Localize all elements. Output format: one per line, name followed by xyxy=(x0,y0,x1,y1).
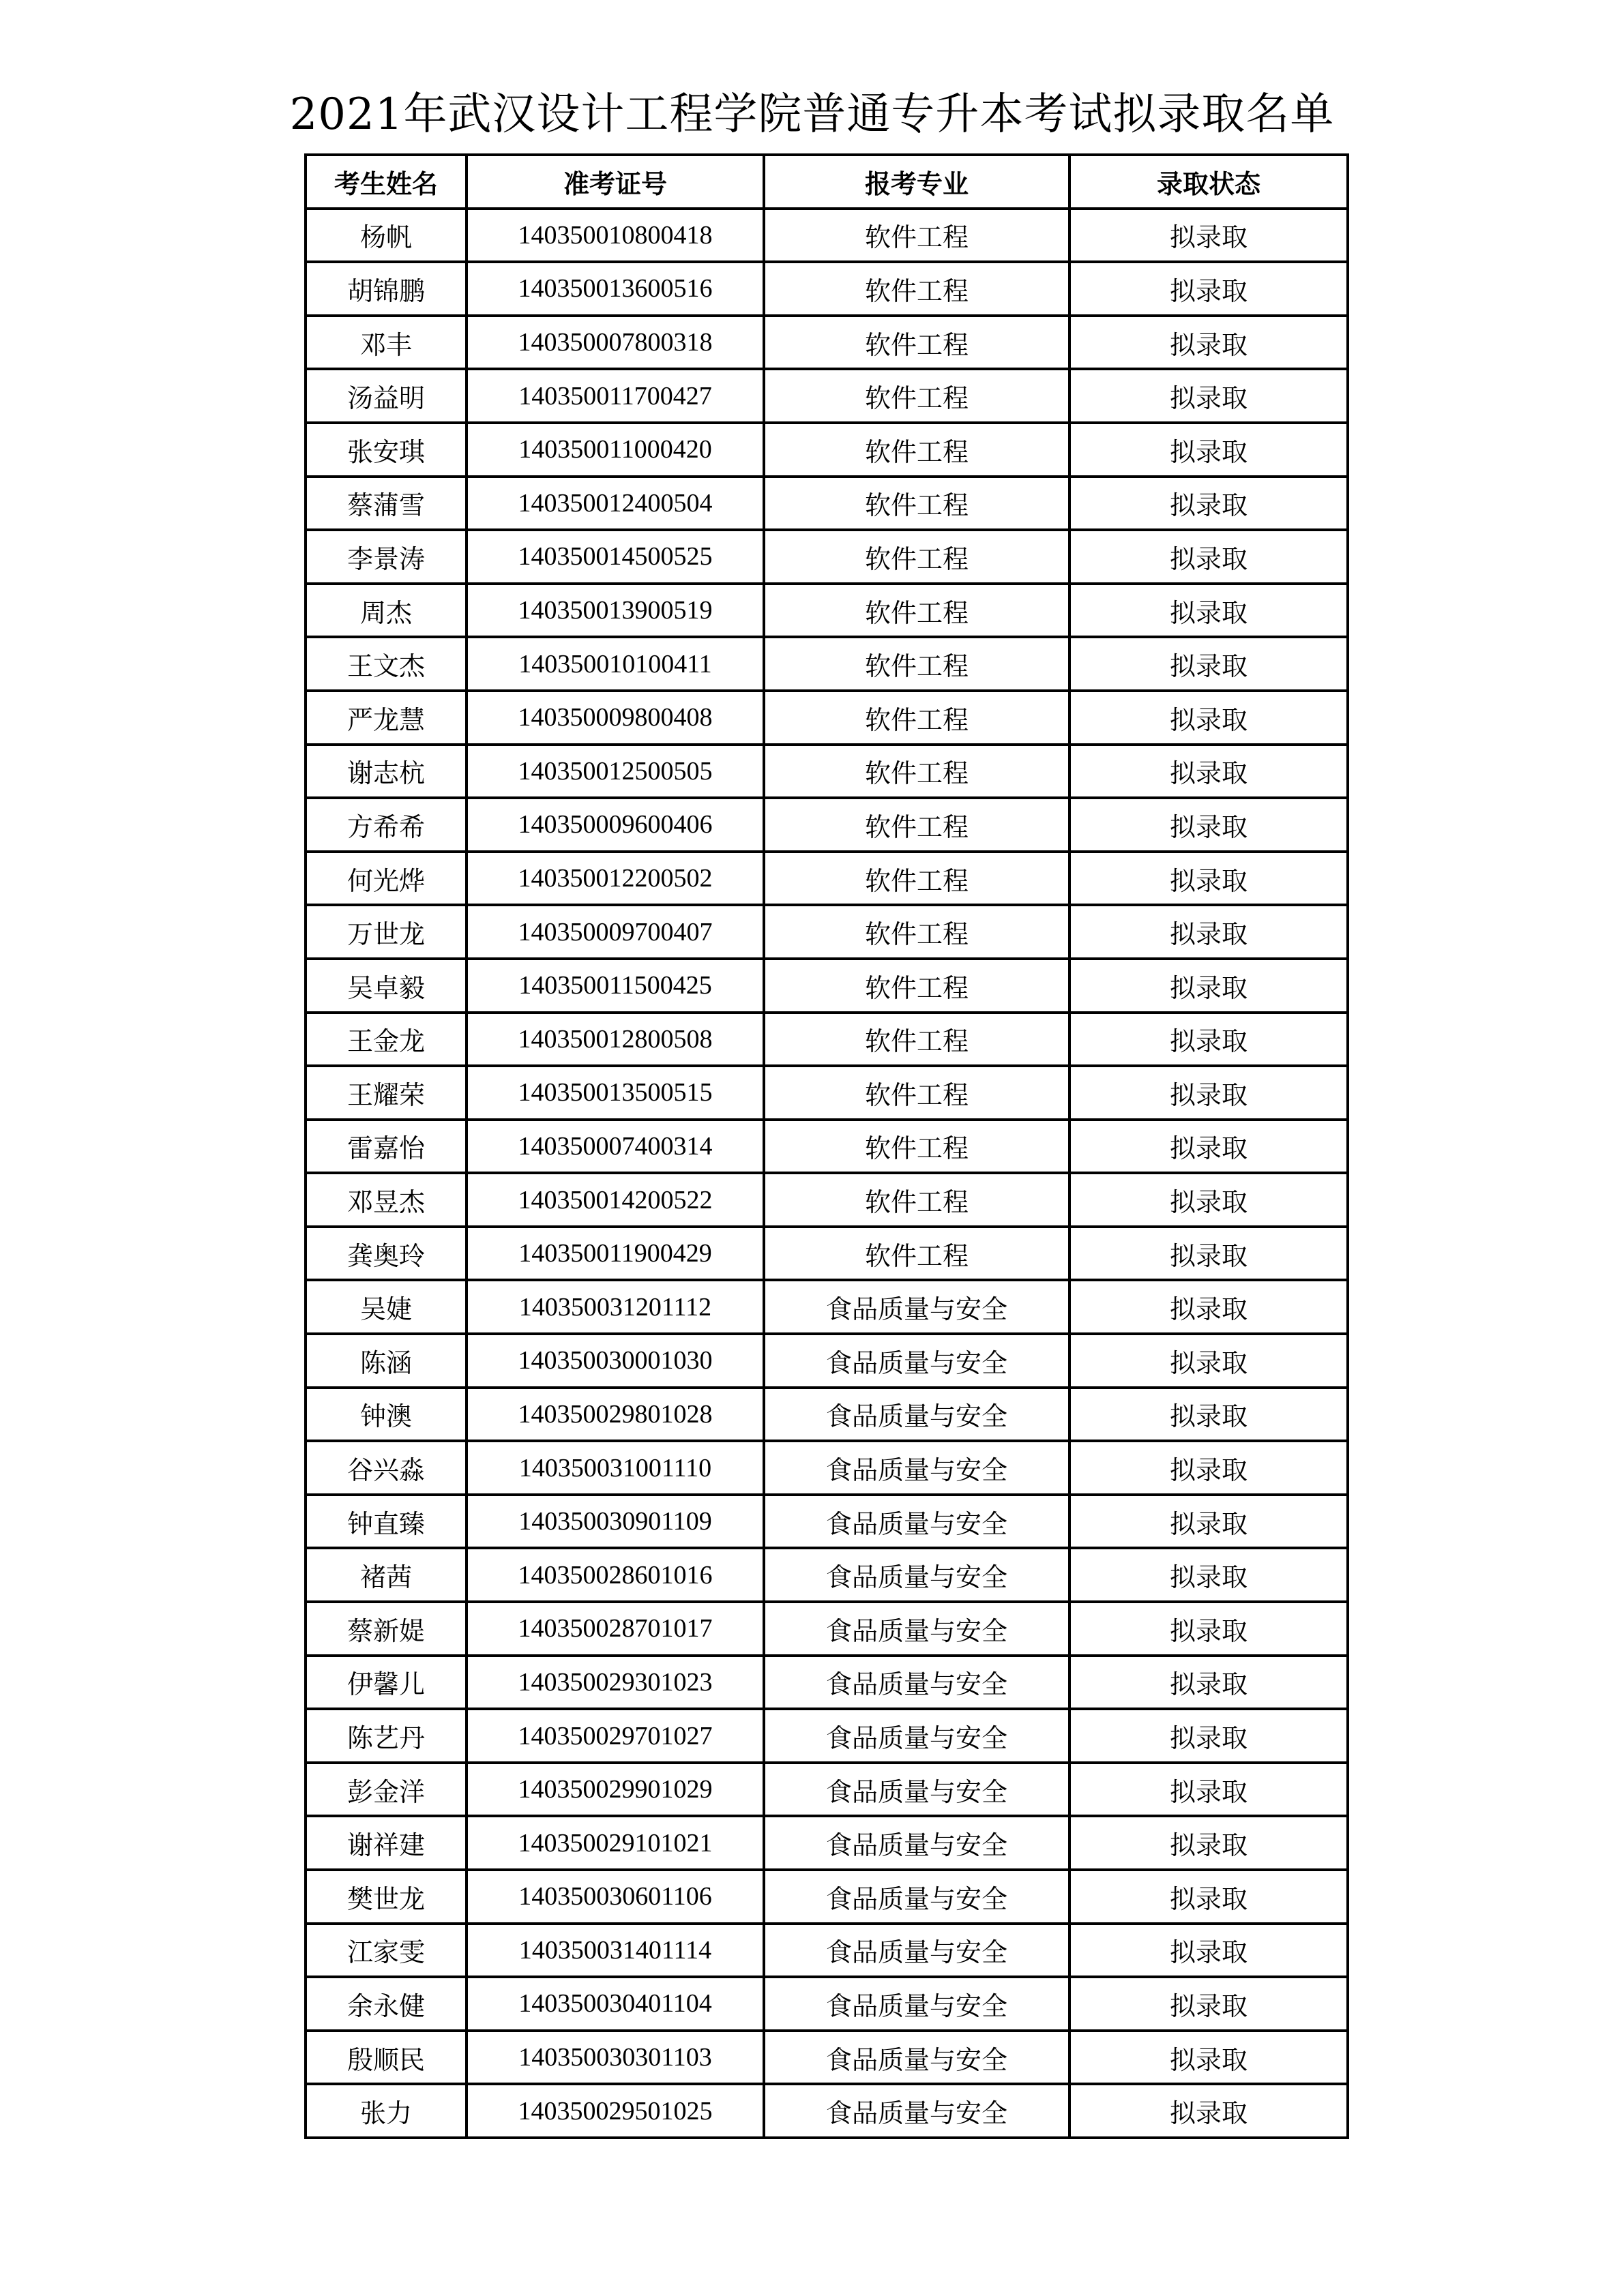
cell-status: 拟录取 xyxy=(1069,1013,1348,1067)
cell-status: 拟录取 xyxy=(1069,209,1348,263)
column-header-name: 考生姓名 xyxy=(306,155,467,209)
cell-major: 软件工程 xyxy=(764,798,1069,852)
cell-name: 王耀荣 xyxy=(306,1066,467,1120)
cell-exam-id: 140350029301023 xyxy=(467,1656,764,1710)
cell-exam-id: 140350009700407 xyxy=(467,905,764,959)
admission-table xyxy=(304,153,1349,2139)
cell-name: 李景涛 xyxy=(306,530,467,584)
cell-name: 龚奥玲 xyxy=(306,1227,467,1281)
cell-major: 软件工程 xyxy=(764,1066,1069,1120)
cell-major: 食品质量与安全 xyxy=(764,1656,1069,1710)
cell-name: 何光烨 xyxy=(306,852,467,906)
cell-exam-id: 140350014200522 xyxy=(467,1173,764,1227)
cell-major: 软件工程 xyxy=(764,369,1069,423)
cell-exam-id: 140350012400504 xyxy=(467,477,764,531)
cell-exam-id: 140350031001110 xyxy=(467,1441,764,1495)
cell-major: 食品质量与安全 xyxy=(764,1763,1069,1817)
table-row xyxy=(306,745,1348,799)
table-row xyxy=(306,1602,1348,1656)
cell-name: 方希希 xyxy=(306,798,467,852)
table-row xyxy=(306,1280,1348,1334)
table-row xyxy=(306,1441,1348,1495)
cell-major: 食品质量与安全 xyxy=(764,1870,1069,1924)
cell-exam-id: 140350012500505 xyxy=(467,745,764,799)
cell-name: 殷顺民 xyxy=(306,2031,467,2085)
cell-name: 张力 xyxy=(306,2084,467,2138)
table-row xyxy=(306,530,1348,584)
cell-status: 拟录取 xyxy=(1069,745,1348,799)
cell-status: 拟录取 xyxy=(1069,477,1348,531)
cell-status: 拟录取 xyxy=(1069,691,1348,745)
cell-status: 拟录取 xyxy=(1069,1066,1348,1120)
table-row xyxy=(306,1816,1348,1870)
table-row xyxy=(306,1977,1348,2031)
table-row xyxy=(306,1763,1348,1817)
cell-exam-id: 140350009800408 xyxy=(467,691,764,745)
table-header xyxy=(306,155,1348,209)
cell-exam-id: 140350030601106 xyxy=(467,1870,764,1924)
table-row xyxy=(306,584,1348,638)
table-row xyxy=(306,2084,1348,2138)
cell-exam-id: 140350028601016 xyxy=(467,1548,764,1602)
table-row xyxy=(306,1334,1348,1388)
cell-name: 胡锦鹏 xyxy=(306,262,467,316)
cell-major: 软件工程 xyxy=(764,852,1069,906)
table-row xyxy=(306,1013,1348,1067)
cell-name: 严龙慧 xyxy=(306,691,467,745)
cell-major: 食品质量与安全 xyxy=(764,1709,1069,1763)
cell-name: 王文杰 xyxy=(306,637,467,691)
cell-major: 软件工程 xyxy=(764,262,1069,316)
cell-exam-id: 140350011500425 xyxy=(467,959,764,1013)
cell-major: 软件工程 xyxy=(764,1013,1069,1067)
cell-status: 拟录取 xyxy=(1069,1280,1348,1334)
cell-major: 软件工程 xyxy=(764,477,1069,531)
table-row xyxy=(306,209,1348,263)
cell-status: 拟录取 xyxy=(1069,1977,1348,2031)
cell-major: 食品质量与安全 xyxy=(764,1977,1069,2031)
cell-major: 食品质量与安全 xyxy=(764,1280,1069,1334)
cell-status: 拟录取 xyxy=(1069,584,1348,638)
table-row xyxy=(306,1548,1348,1602)
cell-name: 余永健 xyxy=(306,1977,467,2031)
table-row xyxy=(306,2031,1348,2085)
cell-status: 拟录取 xyxy=(1069,530,1348,584)
cell-status: 拟录取 xyxy=(1069,1656,1348,1710)
table-row xyxy=(306,691,1348,745)
table-row xyxy=(306,262,1348,316)
cell-major: 软件工程 xyxy=(764,423,1069,477)
cell-exam-id: 140350012200502 xyxy=(467,852,764,906)
cell-name: 樊世龙 xyxy=(306,1870,467,1924)
cell-status: 拟录取 xyxy=(1069,423,1348,477)
cell-exam-id: 140350029901029 xyxy=(467,1763,764,1817)
cell-name: 钟澳 xyxy=(306,1388,467,1442)
cell-status: 拟录取 xyxy=(1069,1602,1348,1656)
cell-major: 软件工程 xyxy=(764,1120,1069,1174)
cell-status: 拟录取 xyxy=(1069,316,1348,370)
cell-exam-id: 140350013500515 xyxy=(467,1066,764,1120)
table-row xyxy=(306,798,1348,852)
cell-exam-id: 140350014500525 xyxy=(467,530,764,584)
cell-exam-id: 140350031201112 xyxy=(467,1280,764,1334)
cell-major: 食品质量与安全 xyxy=(764,1441,1069,1495)
cell-name: 陈涵 xyxy=(306,1334,467,1388)
cell-name: 王金龙 xyxy=(306,1013,467,1067)
cell-status: 拟录取 xyxy=(1069,1120,1348,1174)
cell-exam-id: 140350007800318 xyxy=(467,316,764,370)
cell-major: 食品质量与安全 xyxy=(764,2031,1069,2085)
cell-name: 汤益明 xyxy=(306,369,467,423)
cell-exam-id: 140350009600406 xyxy=(467,798,764,852)
cell-name: 蔡蒲雪 xyxy=(306,477,467,531)
cell-status: 拟录取 xyxy=(1069,905,1348,959)
table-row xyxy=(306,1656,1348,1710)
cell-name: 吴卓毅 xyxy=(306,959,467,1013)
cell-status: 拟录取 xyxy=(1069,1816,1348,1870)
cell-name: 钟直臻 xyxy=(306,1495,467,1549)
cell-exam-id: 140350007400314 xyxy=(467,1120,764,1174)
cell-exam-id: 140350030001030 xyxy=(467,1334,764,1388)
cell-name: 万世龙 xyxy=(306,905,467,959)
cell-name: 谷兴淼 xyxy=(306,1441,467,1495)
cell-major: 软件工程 xyxy=(764,637,1069,691)
table-row xyxy=(306,1066,1348,1120)
cell-status: 拟录取 xyxy=(1069,959,1348,1013)
cell-status: 拟录取 xyxy=(1069,1173,1348,1227)
cell-exam-id: 140350011700427 xyxy=(467,369,764,423)
cell-exam-id: 140350031401114 xyxy=(467,1924,764,1978)
cell-status: 拟录取 xyxy=(1069,1548,1348,1602)
cell-major: 食品质量与安全 xyxy=(764,1602,1069,1656)
table-row xyxy=(306,1227,1348,1281)
cell-exam-id: 140350010100411 xyxy=(467,637,764,691)
table-row xyxy=(306,316,1348,370)
cell-exam-id: 140350029501025 xyxy=(467,2084,764,2138)
cell-exam-id: 140350011900429 xyxy=(467,1227,764,1281)
header-row xyxy=(306,155,1348,209)
cell-major: 软件工程 xyxy=(764,1227,1069,1281)
cell-status: 拟录取 xyxy=(1069,852,1348,906)
cell-major: 软件工程 xyxy=(764,905,1069,959)
table-row xyxy=(306,637,1348,691)
cell-status: 拟录取 xyxy=(1069,637,1348,691)
cell-major: 软件工程 xyxy=(764,316,1069,370)
cell-major: 食品质量与安全 xyxy=(764,1388,1069,1442)
cell-name: 邓丰 xyxy=(306,316,467,370)
table-row xyxy=(306,477,1348,531)
cell-exam-id: 140350013900519 xyxy=(467,584,764,638)
cell-status: 拟录取 xyxy=(1069,1495,1348,1549)
page-title: 2021年武汉设计工程学院普通专升本考试拟录取名单 xyxy=(289,89,1335,140)
cell-exam-id: 140350011000420 xyxy=(467,423,764,477)
table-row xyxy=(306,369,1348,423)
table-row xyxy=(306,905,1348,959)
cell-exam-id: 140350028701017 xyxy=(467,1602,764,1656)
cell-major: 软件工程 xyxy=(764,530,1069,584)
cell-major: 软件工程 xyxy=(764,1173,1069,1227)
cell-exam-id: 140350029101021 xyxy=(467,1816,764,1870)
cell-name: 彭金洋 xyxy=(306,1763,467,1817)
cell-major: 食品质量与安全 xyxy=(764,2084,1069,2138)
table-row xyxy=(306,1388,1348,1442)
cell-name: 吴婕 xyxy=(306,1280,467,1334)
table-row xyxy=(306,1870,1348,1924)
table-row xyxy=(306,1120,1348,1174)
cell-name: 江家雯 xyxy=(306,1924,467,1978)
cell-status: 拟录取 xyxy=(1069,2084,1348,2138)
cell-exam-id: 140350010800418 xyxy=(467,209,764,263)
cell-status: 拟录取 xyxy=(1069,1388,1348,1442)
cell-name: 陈艺丹 xyxy=(306,1709,467,1763)
cell-major: 食品质量与安全 xyxy=(764,1548,1069,1602)
cell-major: 食品质量与安全 xyxy=(764,1816,1069,1870)
cell-major: 食品质量与安全 xyxy=(764,1924,1069,1978)
cell-status: 拟录取 xyxy=(1069,1870,1348,1924)
cell-status: 拟录取 xyxy=(1069,262,1348,316)
column-header-major: 报考专业 xyxy=(764,155,1069,209)
table-row xyxy=(306,1495,1348,1549)
cell-name: 褚茜 xyxy=(306,1548,467,1602)
cell-name: 邓昱杰 xyxy=(306,1173,467,1227)
table-row xyxy=(306,423,1348,477)
cell-exam-id: 140350030301103 xyxy=(467,2031,764,2085)
cell-exam-id: 140350029701027 xyxy=(467,1709,764,1763)
cell-name: 雷嘉怡 xyxy=(306,1120,467,1174)
cell-name: 张安琪 xyxy=(306,423,467,477)
cell-major: 软件工程 xyxy=(764,959,1069,1013)
column-header-exam-id: 准考证号 xyxy=(467,155,764,209)
cell-status: 拟录取 xyxy=(1069,1763,1348,1817)
table-row xyxy=(306,1709,1348,1763)
cell-exam-id: 140350012800508 xyxy=(467,1013,764,1067)
cell-name: 周杰 xyxy=(306,584,467,638)
cell-status: 拟录取 xyxy=(1069,1441,1348,1495)
table-row xyxy=(306,1173,1348,1227)
cell-major: 软件工程 xyxy=(764,691,1069,745)
cell-name: 伊馨儿 xyxy=(306,1656,467,1710)
cell-major: 食品质量与安全 xyxy=(764,1495,1069,1549)
cell-exam-id: 140350029801028 xyxy=(467,1388,764,1442)
cell-name: 蔡新媞 xyxy=(306,1602,467,1656)
cell-major: 软件工程 xyxy=(764,209,1069,263)
table-body xyxy=(306,209,1348,2138)
cell-exam-id: 140350013600516 xyxy=(467,262,764,316)
cell-status: 拟录取 xyxy=(1069,2031,1348,2085)
cell-status: 拟录取 xyxy=(1069,369,1348,423)
table-row xyxy=(306,852,1348,906)
cell-status: 拟录取 xyxy=(1069,1924,1348,1978)
cell-name: 杨帆 xyxy=(306,209,467,263)
cell-exam-id: 140350030401104 xyxy=(467,1977,764,2031)
table-row xyxy=(306,959,1348,1013)
cell-name: 谢祥建 xyxy=(306,1816,467,1870)
cell-major: 软件工程 xyxy=(764,745,1069,799)
column-header-status: 录取状态 xyxy=(1069,155,1348,209)
table-row xyxy=(306,1924,1348,1978)
cell-name: 谢志杭 xyxy=(306,745,467,799)
cell-major: 软件工程 xyxy=(764,584,1069,638)
cell-status: 拟录取 xyxy=(1069,798,1348,852)
cell-status: 拟录取 xyxy=(1069,1709,1348,1763)
cell-status: 拟录取 xyxy=(1069,1227,1348,1281)
cell-exam-id: 140350030901109 xyxy=(467,1495,764,1549)
cell-major: 食品质量与安全 xyxy=(764,1334,1069,1388)
cell-status: 拟录取 xyxy=(1069,1334,1348,1388)
